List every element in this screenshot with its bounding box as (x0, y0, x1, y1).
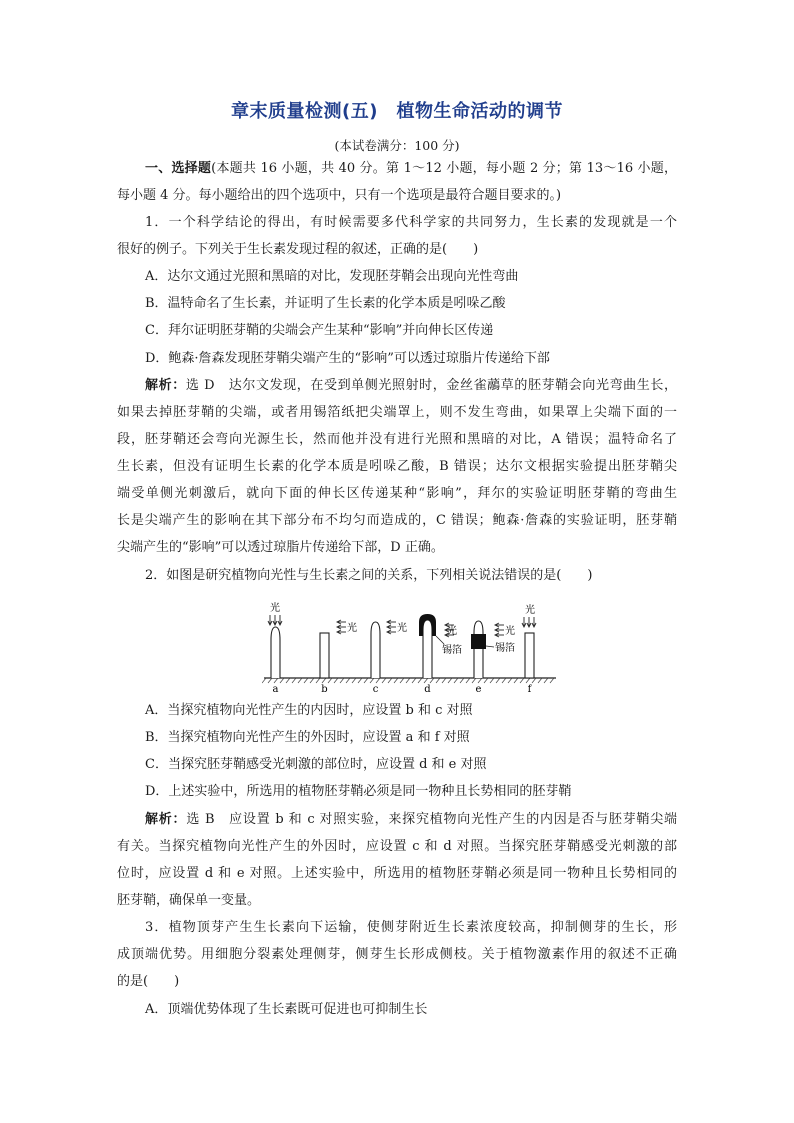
light-label-a: 光 (270, 603, 280, 614)
q2-analysis-label: 解析： (145, 812, 187, 827)
light-label-e: 光 (505, 626, 515, 637)
page-title: 章末质量检测(五) 植物生命活动的调节 (231, 101, 563, 122)
coleoptile-a (271, 627, 280, 678)
q3-stem-line-1: 3．植物顶芽产生生长素向下运输，使侧芽附近生长素浓度较高，抑制侧芽的生长，形 (145, 920, 677, 935)
light-arrows-e (495, 623, 504, 637)
q1-stem-line-2: 很好的例子。下列关于生长素发现过程的叙述，正确的是( ) (117, 242, 479, 257)
q1-option-c: C．拜尔证明胚芽鞘的尖端会产生某种“影响”并向伸长区传递 (145, 323, 494, 338)
coleoptile-e (474, 621, 483, 678)
q1-analysis-label: 解析： (145, 378, 186, 393)
q1-analysis-line-6: 长是尖端产生的影响在其下部分布不均匀而造成的，C 错误；鲍森·詹森的实验证明，胚芽鞘 (117, 513, 677, 528)
phototropism-experiment-figure (262, 600, 558, 696)
q2-option-b: B．当探究植物向光性产生的外因时，应设置 a 和 f 对照 (145, 730, 470, 745)
q2-analysis-first: 选 B 应设置 b 和 c 对照实验，来探究植物向光性产生的内因是否与胚芽鞘尖端 (186, 812, 677, 827)
q2-option-a: A．当探究植物向光性产生的内因时，应设置 b 和 c 对照 (145, 703, 473, 718)
foil-pointer-d (436, 636, 444, 644)
light-label-c: 光 (397, 623, 407, 634)
section-header-line-2: 每小题 4 分。每小题给出的四个选项中，只有一个选项是最符合题目要求的。) (117, 188, 562, 203)
q2-analysis-line-4: 胚芽鞘，确保单一变量。 (117, 893, 261, 908)
light-arrows-b (337, 620, 346, 634)
light-label-b: 光 (347, 623, 357, 634)
q1-option-a: A．达尔文通过光照和黑暗的对比，发现胚芽鞘会出现向光性弯曲 (145, 269, 519, 284)
q3-option-a: A．顶端优势体现了生长素既可促进也可抑制生长 (145, 1002, 428, 1017)
page-subtitle: (本试卷满分：100 分) (334, 138, 460, 153)
light-label-f: 光 (525, 605, 535, 616)
q1-analysis-line-5: 端受单侧光刺激后，就向下面的伸长区传递某种“影响”，拜尔的实验证明胚芽鞘的弯曲生 (117, 486, 677, 501)
q1-option-b: B．温特命名了生长素，并证明了生长素的化学本质是吲哚乙酸 (145, 296, 506, 311)
foil-label-d: 锡箔 (442, 645, 462, 656)
q2-analysis-line-1 (145, 811, 677, 829)
light-label-d: 光 (447, 626, 457, 637)
q1-analysis-line-4: 生长素，但没有证明生长素的化学本质是吲哚乙酸，B 错误；达尔文根据实验提出胚芽鞘尖 (117, 459, 677, 474)
foil-sleeve-e (471, 634, 486, 649)
light-arrows-f (522, 617, 536, 627)
q3-stem-line-2: 成顶端优势。用细胞分裂素处理侧芽，侧芽生长形成侧枝。关于植物激素作用的叙述不正确 (117, 947, 677, 962)
fig-label-c: c (372, 684, 379, 695)
section-desc-1: (本题共 16 小题，共 40 分。第 1～12 小题，每小题 2 分；第 13～16 小题， (211, 161, 677, 176)
coleoptile-c (371, 622, 380, 678)
q1-analysis-line-1 (145, 377, 677, 395)
q1-analysis-line-3: 段，胚芽鞘还会弯向光源生长，然而他并没有进行光照和黑暗的对比，A 错误；温特命名了 (117, 432, 677, 447)
q2-analysis-line-3: 位时，应设置 d 和 e 对照。上述实验中，所选用的植物胚芽鞘必须是同一物种且长势相同的 (117, 866, 677, 881)
coleoptile-b (320, 633, 329, 678)
ground-hatching (262, 678, 554, 683)
q1-analysis-line-2: 如果去掉胚芽鞘的尖端，或者用锡箔纸把尖端罩上，则不发生弯曲，如果罩上尖端下面的一 (117, 405, 677, 420)
q3-stem-line-3: 的是( ) (117, 974, 180, 989)
section-header-line-1 (145, 160, 677, 178)
foil-label-e: 锡箔 (495, 643, 515, 654)
q1-analysis-line-7: 尖端产生的“影响”可以透过琼脂片传递给下部，D 正确。 (117, 540, 444, 555)
coleoptile-f (525, 633, 534, 678)
fig-label-f: f (527, 684, 532, 695)
q1-option-d: D．鲍森·詹森发现胚芽鞘尖端产生的“影响”可以透过琼脂片传递给下部 (145, 351, 550, 366)
section-name: 一、选择题 (145, 161, 212, 176)
q1-analysis-first: 选 D 达尔文发现，在受到单侧光照射时，金丝雀虉草的胚芽鞘会向光弯曲生长， (185, 378, 677, 393)
q2-analysis-line-2: 有关。当探究植物向光性产生的外因时，应设置 c 和 d 对照。当探究胚芽鞘感受光刺激的部 (117, 839, 677, 854)
light-arrows-c (387, 620, 396, 634)
light-arrows-a (268, 615, 282, 625)
fig-label-e: e (475, 684, 482, 695)
fig-label-a: a (272, 684, 279, 695)
coleoptile-d (423, 620, 432, 678)
q2-stem: 2．如图是研究植物向光性与生长素之间的关系，下列相关说法错误的是( ) (145, 568, 593, 583)
fig-label-b: b (321, 684, 328, 695)
fig-label-d: d (424, 684, 431, 695)
foil-pointer-e (486, 646, 494, 647)
q2-option-d: D．上述实验中，所选用的植物胚芽鞘必须是同一物种且长势相同的胚芽鞘 (145, 784, 572, 799)
q1-stem-line-1: 1．一个科学结论的得出，有时候需要多代科学家的共同努力，生长素的发现就是一个 (145, 215, 677, 230)
q2-option-c: C．当探究胚芽鞘感受光刺激的部位时，应设置 d 和 e 对照 (145, 757, 487, 772)
